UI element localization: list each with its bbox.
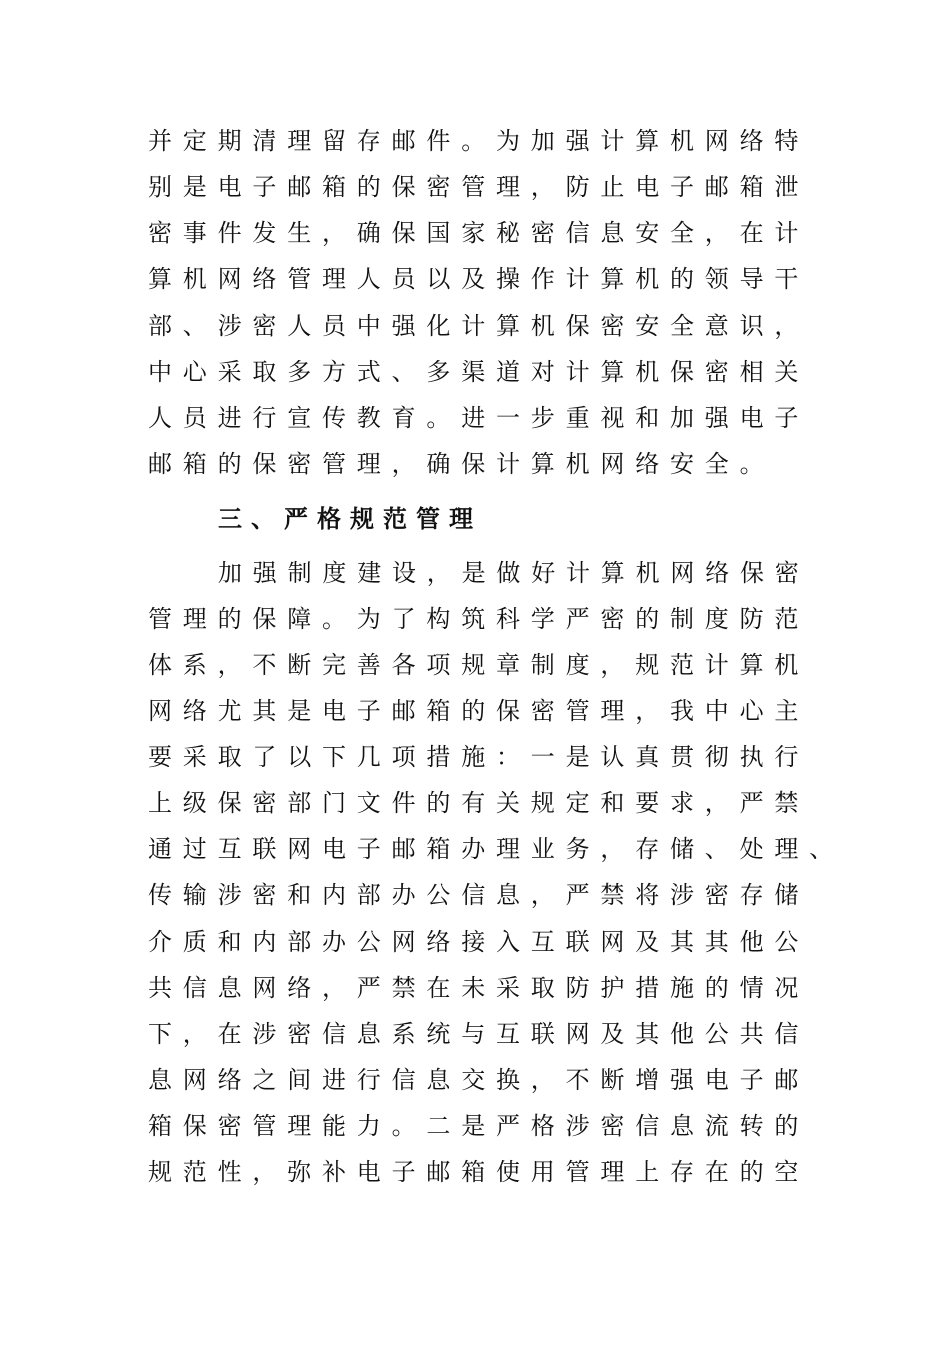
- text-line: 中心采取多方式、多渠道对计算机保密相关: [148, 358, 810, 386]
- text-line: 邮箱的保密管理，确保计算机网络安全。: [148, 450, 775, 478]
- section-heading: 三、严格规范管理: [218, 504, 482, 533]
- text-line: 上级保密部门文件的有关规定和要求，严禁: [148, 789, 810, 817]
- text-line: 通过互联网电子邮箱办理业务，存储、处理、: [148, 835, 844, 863]
- text-line: 共信息网络，严禁在未采取防护措施的情况: [148, 974, 810, 1002]
- text-line: 加强制度建设，是做好计算机网络保密: [218, 559, 810, 587]
- text-line: 别是电子邮箱的保密管理，防止电子邮箱泄: [148, 173, 810, 201]
- text-line: 下，在涉密信息系统与互联网及其他公共信: [148, 1020, 810, 1048]
- text-line: 网络尤其是电子邮箱的保密管理，我中心主: [148, 697, 810, 725]
- text-line: 部、涉密人员中强化计算机保密安全意识，: [148, 312, 810, 340]
- text-line: 并定期清理留存邮件。为加强计算机网络特: [148, 127, 810, 155]
- text-line: 体系，不断完善各项规章制度，规范计算机: [148, 651, 810, 679]
- text-line: 要采取了以下几项措施：一是认真贯彻执行: [148, 743, 810, 771]
- text-line: 箱保密管理能力。二是严格涉密信息流转的: [148, 1112, 810, 1140]
- text-line: 人员进行宣传教育。进一步重视和加强电子: [148, 404, 810, 432]
- text-line: 规范性，弥补电子邮箱使用管理上存在的空: [148, 1158, 810, 1186]
- text-line: 算机网络管理人员以及操作计算机的领导干: [148, 265, 810, 293]
- text-line: 密事件发生，确保国家秘密信息安全，在计: [148, 219, 810, 247]
- text-line: 息网络之间进行信息交换，不断增强电子邮: [148, 1066, 810, 1094]
- text-line: 管理的保障。为了构筑科学严密的制度防范: [148, 605, 810, 633]
- text-line: 介质和内部办公网络接入互联网及其其他公: [148, 928, 810, 956]
- text-line: 传输涉密和内部办公信息，严禁将涉密存储: [148, 881, 810, 909]
